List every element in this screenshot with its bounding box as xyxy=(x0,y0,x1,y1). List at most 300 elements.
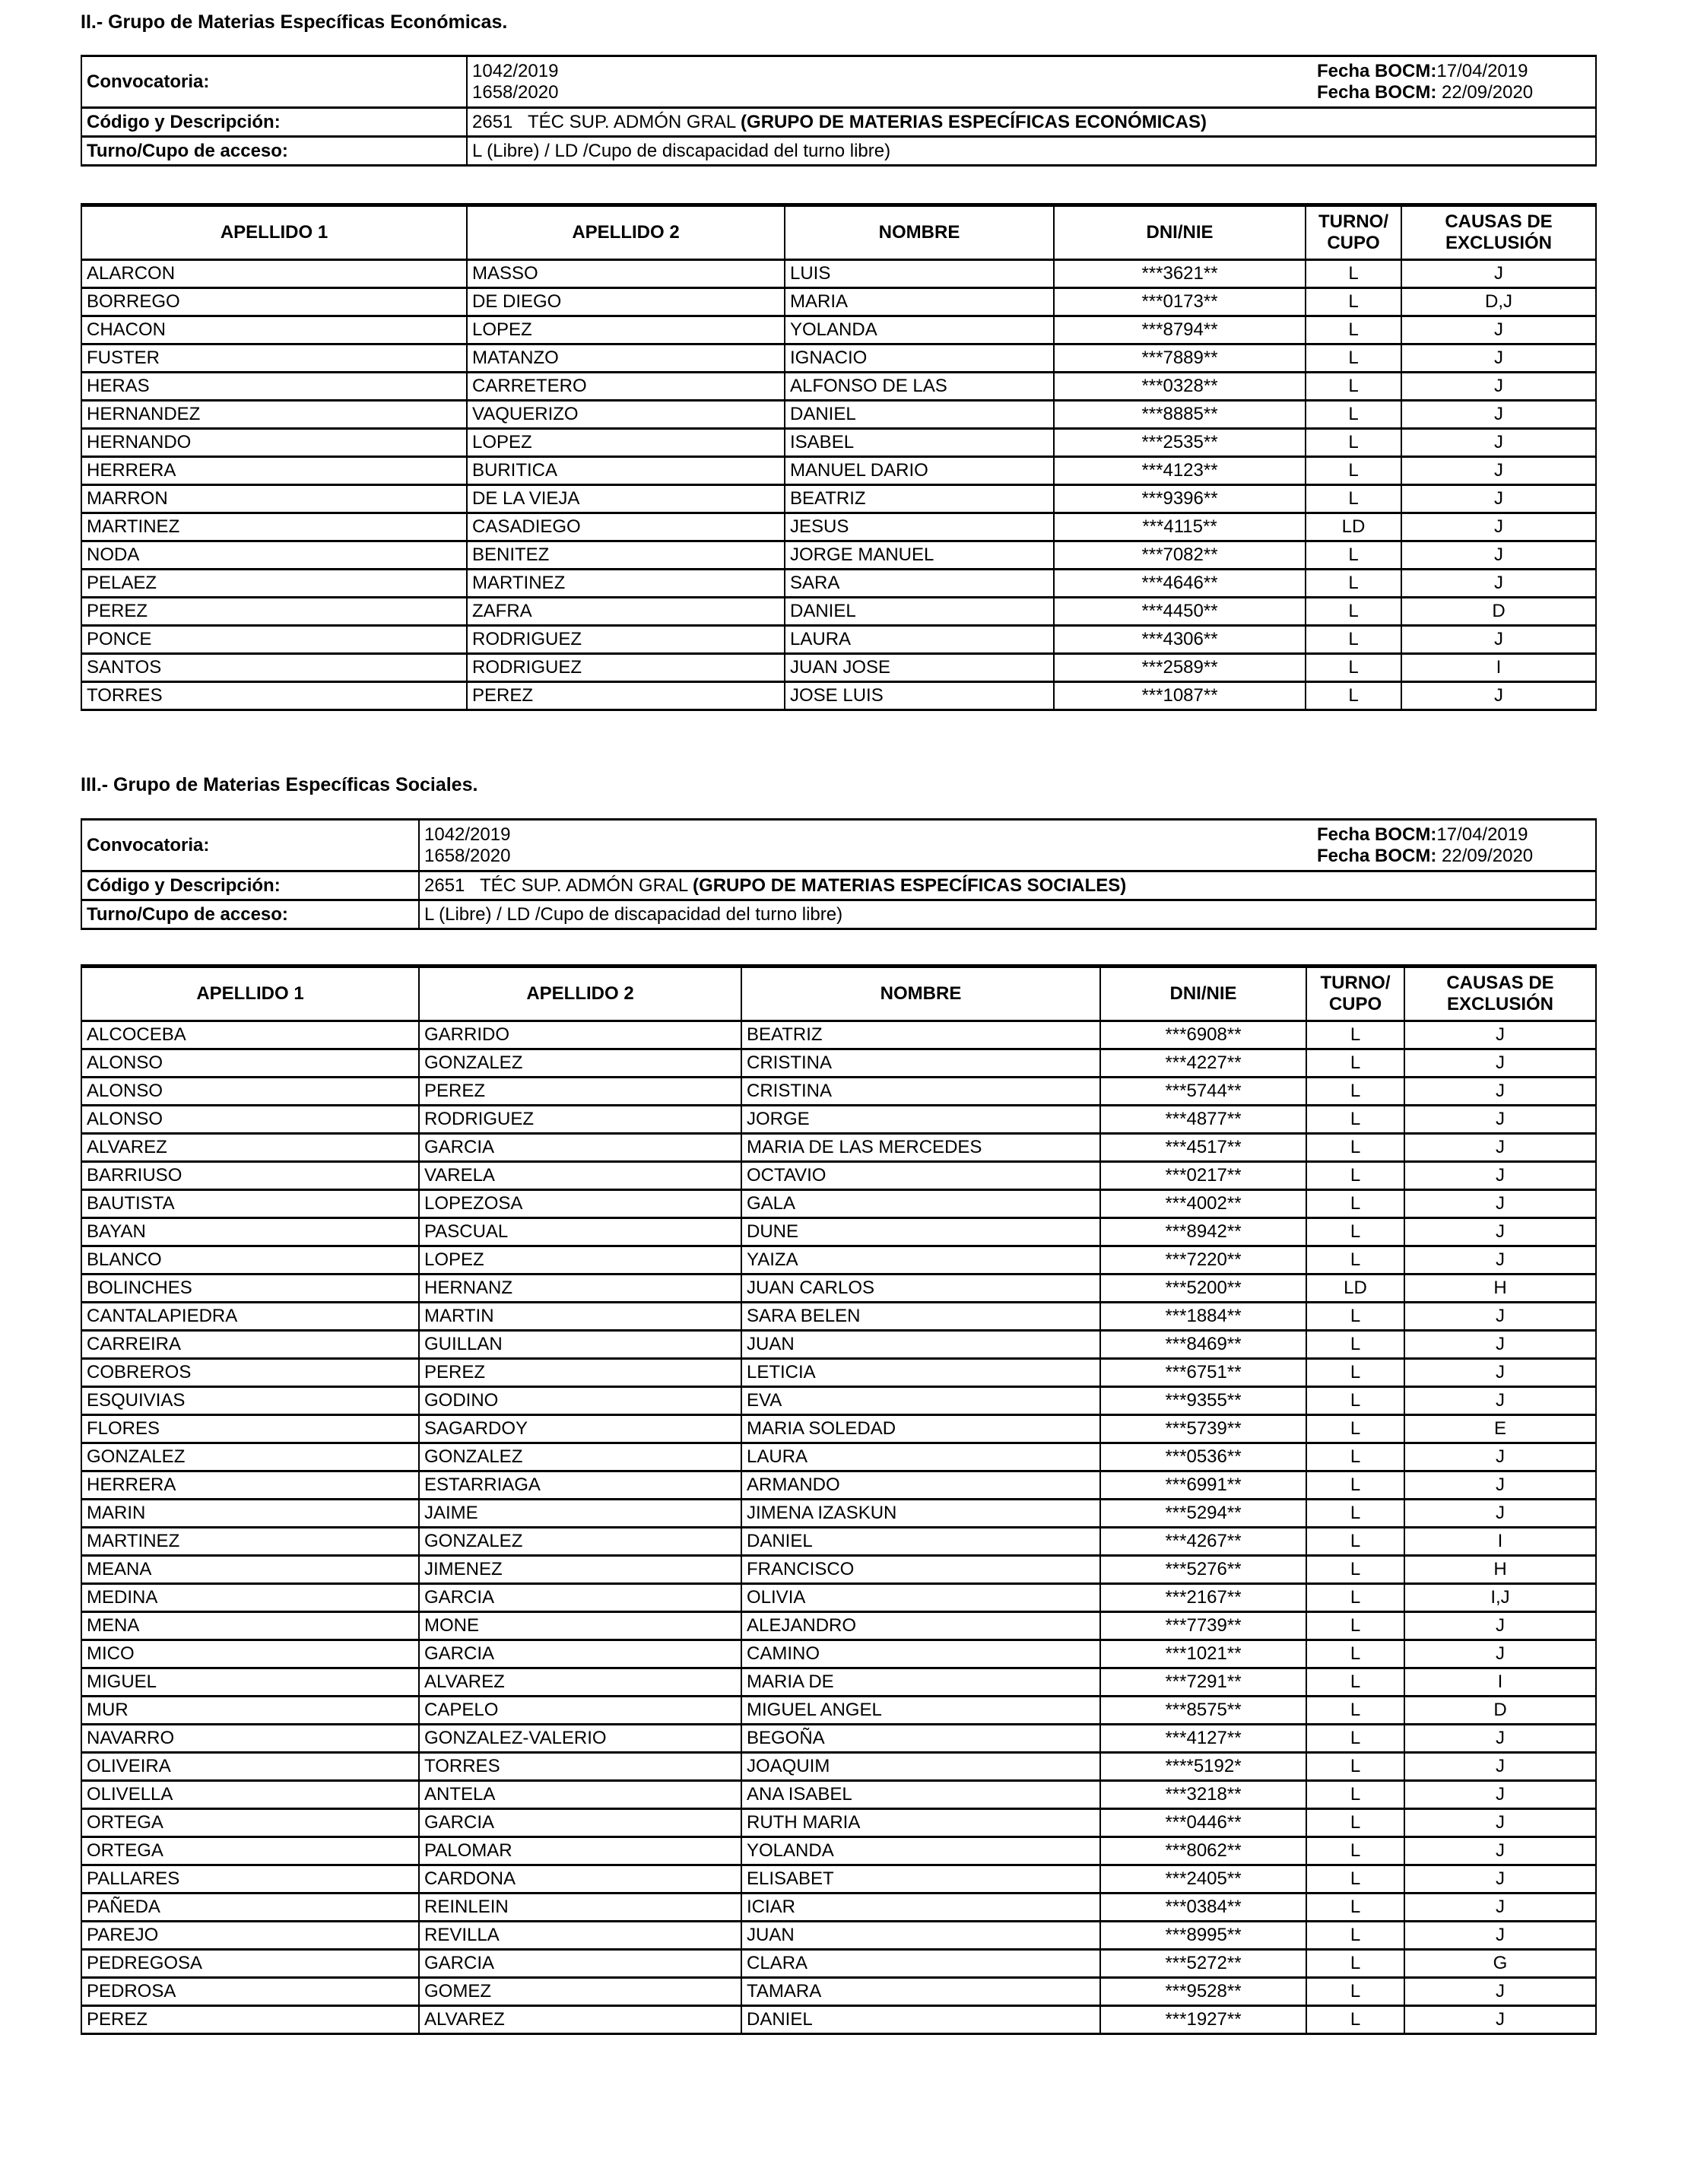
table-row xyxy=(81,288,1596,316)
turno-cell: L xyxy=(1306,626,1401,654)
column-header-nombre: NOMBRE xyxy=(785,205,1054,260)
fecha-bocm-label: Fecha BOCM: xyxy=(1317,845,1437,866)
apellido2-cell: MARTINEZ xyxy=(467,570,785,598)
apellido1-cell: MEANA xyxy=(81,1556,419,1584)
dni-cell: ***4646** xyxy=(1054,570,1306,598)
nombre-cell: JIMENA IZASKUN xyxy=(741,1500,1100,1528)
turno-cell: LD xyxy=(1306,513,1401,541)
causas-cell: H xyxy=(1404,1275,1596,1303)
turno-cell: L xyxy=(1306,1781,1404,1809)
table-row xyxy=(81,316,1596,344)
dni-cell: ***5276** xyxy=(1100,1556,1306,1584)
table-row xyxy=(81,429,1596,457)
table-row xyxy=(81,1668,1596,1697)
fecha-bocm-value: 22/09/2020 xyxy=(1436,845,1534,866)
turno-cell: L xyxy=(1306,2006,1404,2034)
apellido2-cell: VAQUERIZO xyxy=(467,401,785,429)
turno-cell: L xyxy=(1306,598,1401,626)
turno-cell: L xyxy=(1306,401,1401,429)
nombre-cell: ARMANDO xyxy=(741,1471,1100,1500)
turno-cell: L xyxy=(1306,541,1401,570)
column-header-apellido1: APELLIDO 1 xyxy=(81,967,419,1021)
causas-cell: J xyxy=(1404,1049,1596,1078)
excluded-table-economicas xyxy=(81,203,1597,711)
table-row xyxy=(81,1894,1596,1922)
causas-cell: J xyxy=(1404,1246,1596,1275)
causas-cell: I,J xyxy=(1404,1584,1596,1612)
column-header-turno: TURNO/ CUPO xyxy=(1306,205,1401,260)
turno-cell: L xyxy=(1306,1049,1404,1078)
table-row xyxy=(81,1781,1596,1809)
causas-cell: E xyxy=(1404,1415,1596,1443)
apellido2-cell: GOMEZ xyxy=(419,1978,741,2006)
codigo-value xyxy=(419,871,1596,900)
turno-cell: LD xyxy=(1306,1275,1404,1303)
table-row xyxy=(81,1528,1596,1556)
codigo-description: (GRUPO DE MATERIAS ESPECÍFICAS SOCIALES) xyxy=(693,875,1127,896)
apellido2-cell: SAGARDOY xyxy=(419,1415,741,1443)
fecha-bocm-label: Fecha BOCM: xyxy=(1317,81,1437,103)
nombre-cell: DANIEL xyxy=(785,598,1054,626)
causas-cell: J xyxy=(1404,1753,1596,1781)
turno-cell: L xyxy=(1306,654,1401,682)
apellido2-cell: MONE xyxy=(419,1612,741,1640)
apellido2-cell: ALVAREZ xyxy=(419,2006,741,2034)
table-row xyxy=(81,1584,1596,1612)
dni-cell: ***8575** xyxy=(1100,1697,1306,1725)
apellido1-cell: HERNANDEZ xyxy=(81,401,467,429)
apellido2-cell: GARCIA xyxy=(419,1950,741,1978)
causas-cell: J xyxy=(1404,1471,1596,1500)
nombre-cell: ICIAR xyxy=(741,1894,1100,1922)
apellido1-cell: MIGUEL xyxy=(81,1668,419,1697)
table-row xyxy=(81,1950,1596,1978)
fecha-bocm xyxy=(1317,82,1591,103)
turno-cell: L xyxy=(1306,1697,1404,1725)
apellido1-cell: PEDREGOSA xyxy=(81,1950,419,1978)
table-row xyxy=(81,1331,1596,1359)
table-row xyxy=(81,541,1596,570)
nombre-cell: JOSE LUIS xyxy=(785,682,1054,710)
nombre-cell: LETICIA xyxy=(741,1359,1100,1387)
causas-cell: J xyxy=(1404,1922,1596,1950)
turno-cell: L xyxy=(1306,457,1401,485)
nombre-cell: DANIEL xyxy=(785,401,1054,429)
nombre-cell: JUAN xyxy=(741,1331,1100,1359)
apellido1-cell: CHACON xyxy=(81,316,467,344)
nombre-cell: TAMARA xyxy=(741,1978,1100,2006)
apellido1-cell: FUSTER xyxy=(81,344,467,373)
nombre-cell: LAURA xyxy=(785,626,1054,654)
dni-cell: ***2589** xyxy=(1054,654,1306,682)
column-header-nombre: NOMBRE xyxy=(741,967,1100,1021)
column-header-causas: CAUSAS DE EXCLUSIÓN xyxy=(1401,205,1596,260)
nombre-cell: CLARA xyxy=(741,1950,1100,1978)
dni-cell: ***4115** xyxy=(1054,513,1306,541)
nombre-cell: BEGOÑA xyxy=(741,1725,1100,1753)
apellido1-cell: ORTEGA xyxy=(81,1809,419,1837)
turno-cell: L xyxy=(1306,1106,1404,1134)
nombre-cell: YOLANDA xyxy=(741,1837,1100,1865)
apellido2-cell: MASSO xyxy=(467,260,785,288)
nombre-cell: GALA xyxy=(741,1190,1100,1218)
turno-cell: L xyxy=(1306,1190,1404,1218)
turno-cell: L xyxy=(1306,1134,1404,1162)
table-row xyxy=(81,344,1596,373)
apellido1-cell: MARTINEZ xyxy=(81,1528,419,1556)
fecha-bocm-value: 17/04/2019 xyxy=(1436,824,1528,845)
apellido1-cell: MENA xyxy=(81,1612,419,1640)
table-row xyxy=(81,1865,1596,1894)
apellido1-cell: ALCOCEBA xyxy=(81,1021,419,1049)
dni-cell: ***0217** xyxy=(1100,1162,1306,1190)
apellido2-cell: BURITICA xyxy=(467,457,785,485)
turno-cell: L xyxy=(1306,1162,1404,1190)
causas-cell: J xyxy=(1404,1359,1596,1387)
apellido2-cell: DE DIEGO xyxy=(467,288,785,316)
table-row xyxy=(81,260,1596,288)
apellido1-cell: ALONSO xyxy=(81,1049,419,1078)
causas-cell: J xyxy=(1404,1894,1596,1922)
apellido2-cell: ZAFRA xyxy=(467,598,785,626)
table-row xyxy=(81,1078,1596,1106)
table-row xyxy=(81,1359,1596,1387)
convocatoria-label: Convocatoria: xyxy=(81,56,467,108)
causas-cell: J xyxy=(1404,1303,1596,1331)
dni-cell: ***3621** xyxy=(1054,260,1306,288)
nombre-cell: JUAN CARLOS xyxy=(741,1275,1100,1303)
nombre-cell: BEATRIZ xyxy=(741,1021,1100,1049)
dni-cell: ***9355** xyxy=(1100,1387,1306,1415)
dni-cell: ***0536** xyxy=(1100,1443,1306,1471)
table-row xyxy=(81,1415,1596,1443)
apellido2-cell: GARRIDO xyxy=(419,1021,741,1049)
dni-cell: ***8469** xyxy=(1100,1331,1306,1359)
apellido1-cell: GONZALEZ xyxy=(81,1443,419,1471)
causas-cell: J xyxy=(1404,1218,1596,1246)
table-row xyxy=(81,1500,1596,1528)
dni-cell: ***8885** xyxy=(1054,401,1306,429)
apellido2-cell: LOPEZ xyxy=(467,316,785,344)
apellido1-cell: NAVARRO xyxy=(81,1725,419,1753)
dni-cell: ***4517** xyxy=(1100,1134,1306,1162)
dni-cell: ***0446** xyxy=(1100,1809,1306,1837)
table-row xyxy=(81,1134,1596,1162)
turno-cell: L xyxy=(1306,1528,1404,1556)
causas-cell: J xyxy=(1404,1500,1596,1528)
table-row xyxy=(81,1275,1596,1303)
apellido2-cell: GODINO xyxy=(419,1387,741,1415)
nombre-cell: JOAQUIM xyxy=(741,1753,1100,1781)
table-row xyxy=(81,1162,1596,1190)
causas-cell: J xyxy=(1404,1134,1596,1162)
causas-cell: J xyxy=(1404,1781,1596,1809)
codigo-label: Código y Descripción: xyxy=(81,108,467,137)
causas-cell: D xyxy=(1401,598,1596,626)
convocatoria-number: 1042/2019 xyxy=(472,60,559,81)
apellido1-cell: SANTOS xyxy=(81,654,467,682)
apellido2-cell: PASCUAL xyxy=(419,1218,741,1246)
nombre-cell: DANIEL xyxy=(741,1528,1100,1556)
apellido2-cell: REINLEIN xyxy=(419,1894,741,1922)
dni-cell: ***1927** xyxy=(1100,2006,1306,2034)
dni-cell: ***4306** xyxy=(1054,626,1306,654)
causas-cell: J xyxy=(1401,373,1596,401)
nombre-cell: JUAN JOSE xyxy=(785,654,1054,682)
dni-cell: ***6908** xyxy=(1100,1021,1306,1049)
turno-cell: L xyxy=(1306,344,1401,373)
section-title-economicas: II.- Grupo de Materias Específicas Económicas. xyxy=(81,11,508,33)
apellido2-cell: GUILLAN xyxy=(419,1331,741,1359)
codigo-value xyxy=(467,108,1596,137)
table-row xyxy=(81,1387,1596,1415)
fecha-bocm-value: 17/04/2019 xyxy=(1436,60,1528,81)
apellido1-cell: PONCE xyxy=(81,626,467,654)
turno-cell: L xyxy=(1306,260,1401,288)
apellido2-cell: GONZALEZ xyxy=(419,1443,741,1471)
convocatoria-number: 1042/2019 xyxy=(424,824,511,845)
apellido2-cell: ANTELA xyxy=(419,1781,741,1809)
dni-cell: ***4123** xyxy=(1054,457,1306,485)
table-row xyxy=(81,457,1596,485)
turno-cell: L xyxy=(1306,1584,1404,1612)
dni-cell: ***7739** xyxy=(1100,1612,1306,1640)
nombre-cell: FRANCISCO xyxy=(741,1556,1100,1584)
nombre-cell: YOLANDA xyxy=(785,316,1054,344)
causas-cell: J xyxy=(1404,1190,1596,1218)
nombre-cell: DUNE xyxy=(741,1218,1100,1246)
convocatoria-number: 1658/2020 xyxy=(472,81,559,103)
apellido2-cell: PEREZ xyxy=(467,682,785,710)
column-header-apellido2: APELLIDO 2 xyxy=(467,205,785,260)
causas-cell: J xyxy=(1404,1725,1596,1753)
table-row xyxy=(81,1443,1596,1471)
causas-cell: J xyxy=(1404,1978,1596,2006)
convocatoria-value xyxy=(419,820,1596,871)
column-header-dni: DNI/NIE xyxy=(1100,967,1306,1021)
nombre-cell: SARA xyxy=(785,570,1054,598)
dni-cell: ***8942** xyxy=(1100,1218,1306,1246)
table-row xyxy=(81,1612,1596,1640)
apellido2-cell: PALOMAR xyxy=(419,1837,741,1865)
apellido1-cell: MARIN xyxy=(81,1500,419,1528)
causas-cell: J xyxy=(1401,682,1596,710)
turno-cell: L xyxy=(1306,682,1401,710)
apellido2-cell: RODRIGUEZ xyxy=(467,626,785,654)
turno-cell: L xyxy=(1306,1415,1404,1443)
nombre-cell: DANIEL xyxy=(741,2006,1100,2034)
turno-cell: L xyxy=(1306,373,1401,401)
table-row xyxy=(81,1471,1596,1500)
info-table-sociales xyxy=(81,818,1597,930)
apellido1-cell: BARRIUSO xyxy=(81,1162,419,1190)
fecha-bocm-label: Fecha BOCM: xyxy=(1317,824,1437,845)
apellido1-cell: PALLARES xyxy=(81,1865,419,1894)
apellido2-cell: LOPEZOSA xyxy=(419,1190,741,1218)
turno-label: Turno/Cupo de acceso: xyxy=(81,137,467,166)
apellido1-cell: OLIVEIRA xyxy=(81,1753,419,1781)
table-row xyxy=(81,1218,1596,1246)
apellido1-cell: PELAEZ xyxy=(81,570,467,598)
causas-cell: D xyxy=(1404,1697,1596,1725)
turno-cell: L xyxy=(1306,1359,1404,1387)
apellido1-cell: HERAS xyxy=(81,373,467,401)
convocatoria-value xyxy=(467,56,1596,108)
turno-cell: L xyxy=(1306,429,1401,457)
apellido2-cell: LOPEZ xyxy=(467,429,785,457)
dni-cell: ***8794** xyxy=(1054,316,1306,344)
apellido2-cell: TORRES xyxy=(419,1753,741,1781)
apellido1-cell: CARREIRA xyxy=(81,1331,419,1359)
turno-label: Turno/Cupo de acceso: xyxy=(81,900,419,929)
dni-cell: ***3218** xyxy=(1100,1781,1306,1809)
nombre-cell: MARIA DE LAS MERCEDES xyxy=(741,1134,1100,1162)
apellido1-cell: ORTEGA xyxy=(81,1837,419,1865)
apellido2-cell: CARDONA xyxy=(419,1865,741,1894)
apellido1-cell: PAÑEDA xyxy=(81,1894,419,1922)
causas-cell: D,J xyxy=(1401,288,1596,316)
dni-cell: ***4267** xyxy=(1100,1528,1306,1556)
apellido1-cell: MICO xyxy=(81,1640,419,1668)
apellido2-cell: CAPELO xyxy=(419,1697,741,1725)
causas-cell: J xyxy=(1404,1331,1596,1359)
causas-cell: J xyxy=(1404,1640,1596,1668)
table-row xyxy=(81,1021,1596,1049)
fecha-bocm xyxy=(1317,61,1591,82)
apellido2-cell: PEREZ xyxy=(419,1359,741,1387)
causas-cell: J xyxy=(1404,1809,1596,1837)
table-row xyxy=(81,1697,1596,1725)
apellido1-cell: TORRES xyxy=(81,682,467,710)
column-header-apellido1: APELLIDO 1 xyxy=(81,205,467,260)
turno-cell: L xyxy=(1306,1303,1404,1331)
column-header-apellido2: APELLIDO 2 xyxy=(419,967,741,1021)
turno-cell: L xyxy=(1306,1978,1404,2006)
table-row xyxy=(81,654,1596,682)
info-table-economicas xyxy=(81,55,1597,167)
dni-cell: ***5272** xyxy=(1100,1950,1306,1978)
dni-cell: ***8995** xyxy=(1100,1922,1306,1950)
nombre-cell: LUIS xyxy=(785,260,1054,288)
fecha-bocm xyxy=(1317,824,1591,846)
table-row xyxy=(81,598,1596,626)
causas-cell: J xyxy=(1401,457,1596,485)
codigo-label: Código y Descripción: xyxy=(81,871,419,900)
nombre-cell: LAURA xyxy=(741,1443,1100,1471)
table-row xyxy=(81,2006,1596,2034)
apellido1-cell: MEDINA xyxy=(81,1584,419,1612)
apellido2-cell: BENITEZ xyxy=(467,541,785,570)
dni-cell: ***1087** xyxy=(1054,682,1306,710)
apellido1-cell: CANTALAPIEDRA xyxy=(81,1303,419,1331)
causas-cell: J xyxy=(1401,626,1596,654)
dni-cell: ***6991** xyxy=(1100,1471,1306,1500)
table-row xyxy=(81,1753,1596,1781)
apellido1-cell: FLORES xyxy=(81,1415,419,1443)
nombre-cell: JORGE MANUEL xyxy=(785,541,1054,570)
apellido1-cell: HERNANDO xyxy=(81,429,467,457)
nombre-cell: OLIVIA xyxy=(741,1584,1100,1612)
dni-cell: ***5200** xyxy=(1100,1275,1306,1303)
turno-value: L (Libre) / LD /Cupo de discapacidad del turno libre) xyxy=(467,137,1596,166)
convocatoria-label: Convocatoria: xyxy=(81,820,419,871)
nombre-cell: CRISTINA xyxy=(741,1078,1100,1106)
dni-cell: ***5739** xyxy=(1100,1415,1306,1443)
dni-cell: ***7082** xyxy=(1054,541,1306,570)
nombre-cell: EVA xyxy=(741,1387,1100,1415)
apellido1-cell: ESQUIVIAS xyxy=(81,1387,419,1415)
nombre-cell: ISABEL xyxy=(785,429,1054,457)
apellido2-cell: GONZALEZ xyxy=(419,1528,741,1556)
turno-cell: L xyxy=(1306,1894,1404,1922)
causas-cell: J xyxy=(1401,429,1596,457)
turno-cell: L xyxy=(1306,1443,1404,1471)
dni-cell: ***8062** xyxy=(1100,1837,1306,1865)
table-row xyxy=(81,626,1596,654)
apellido2-cell: JAIME xyxy=(419,1500,741,1528)
nombre-cell: MIGUEL ANGEL xyxy=(741,1697,1100,1725)
dni-cell: ***1021** xyxy=(1100,1640,1306,1668)
turno-cell: L xyxy=(1306,1753,1404,1781)
apellido1-cell: HERRERA xyxy=(81,457,467,485)
apellido2-cell: GONZALEZ-VALERIO xyxy=(419,1725,741,1753)
convocatoria-number: 1658/2020 xyxy=(424,845,511,866)
apellido2-cell: ALVAREZ xyxy=(419,1668,741,1697)
table-row xyxy=(81,1556,1596,1584)
nombre-cell: SARA BELEN xyxy=(741,1303,1100,1331)
causas-cell: J xyxy=(1401,344,1596,373)
dni-cell: ***2535** xyxy=(1054,429,1306,457)
turno-cell: L xyxy=(1306,1725,1404,1753)
nombre-cell: JORGE xyxy=(741,1106,1100,1134)
table-row xyxy=(81,1190,1596,1218)
table-row xyxy=(81,513,1596,541)
table-row xyxy=(81,1725,1596,1753)
dni-cell: ***1884** xyxy=(1100,1303,1306,1331)
causas-cell: J xyxy=(1404,1865,1596,1894)
apellido2-cell: MARTIN xyxy=(419,1303,741,1331)
apellido1-cell: ALVAREZ xyxy=(81,1134,419,1162)
table-row xyxy=(81,1978,1596,2006)
excluded-table-sociales xyxy=(81,964,1597,2035)
causas-cell: I xyxy=(1404,1528,1596,1556)
table-row xyxy=(81,1303,1596,1331)
apellido1-cell: BLANCO xyxy=(81,1246,419,1275)
table-row xyxy=(81,401,1596,429)
causas-cell: J xyxy=(1404,1078,1596,1106)
apellido2-cell: GARCIA xyxy=(419,1809,741,1837)
dni-cell: ***4002** xyxy=(1100,1190,1306,1218)
turno-cell: L xyxy=(1306,1556,1404,1584)
apellido2-cell: GARCIA xyxy=(419,1640,741,1668)
apellido2-cell: RODRIGUEZ xyxy=(419,1106,741,1134)
nombre-cell: MARIA SOLEDAD xyxy=(741,1415,1100,1443)
turno-cell: L xyxy=(1306,288,1401,316)
dni-cell: ***4227** xyxy=(1100,1049,1306,1078)
column-header-causas: CAUSAS DE EXCLUSIÓN xyxy=(1404,967,1596,1021)
causas-cell: J xyxy=(1404,1106,1596,1134)
dni-cell: ***6751** xyxy=(1100,1359,1306,1387)
table-row xyxy=(81,682,1596,710)
dni-cell: ***5294** xyxy=(1100,1500,1306,1528)
causas-cell: J xyxy=(1404,1021,1596,1049)
causas-cell: J xyxy=(1401,401,1596,429)
apellido1-cell: PAREJO xyxy=(81,1922,419,1950)
dni-cell: ***4877** xyxy=(1100,1106,1306,1134)
turno-cell: L xyxy=(1306,1922,1404,1950)
turno-cell: L xyxy=(1306,1668,1404,1697)
causas-cell: J xyxy=(1404,1612,1596,1640)
